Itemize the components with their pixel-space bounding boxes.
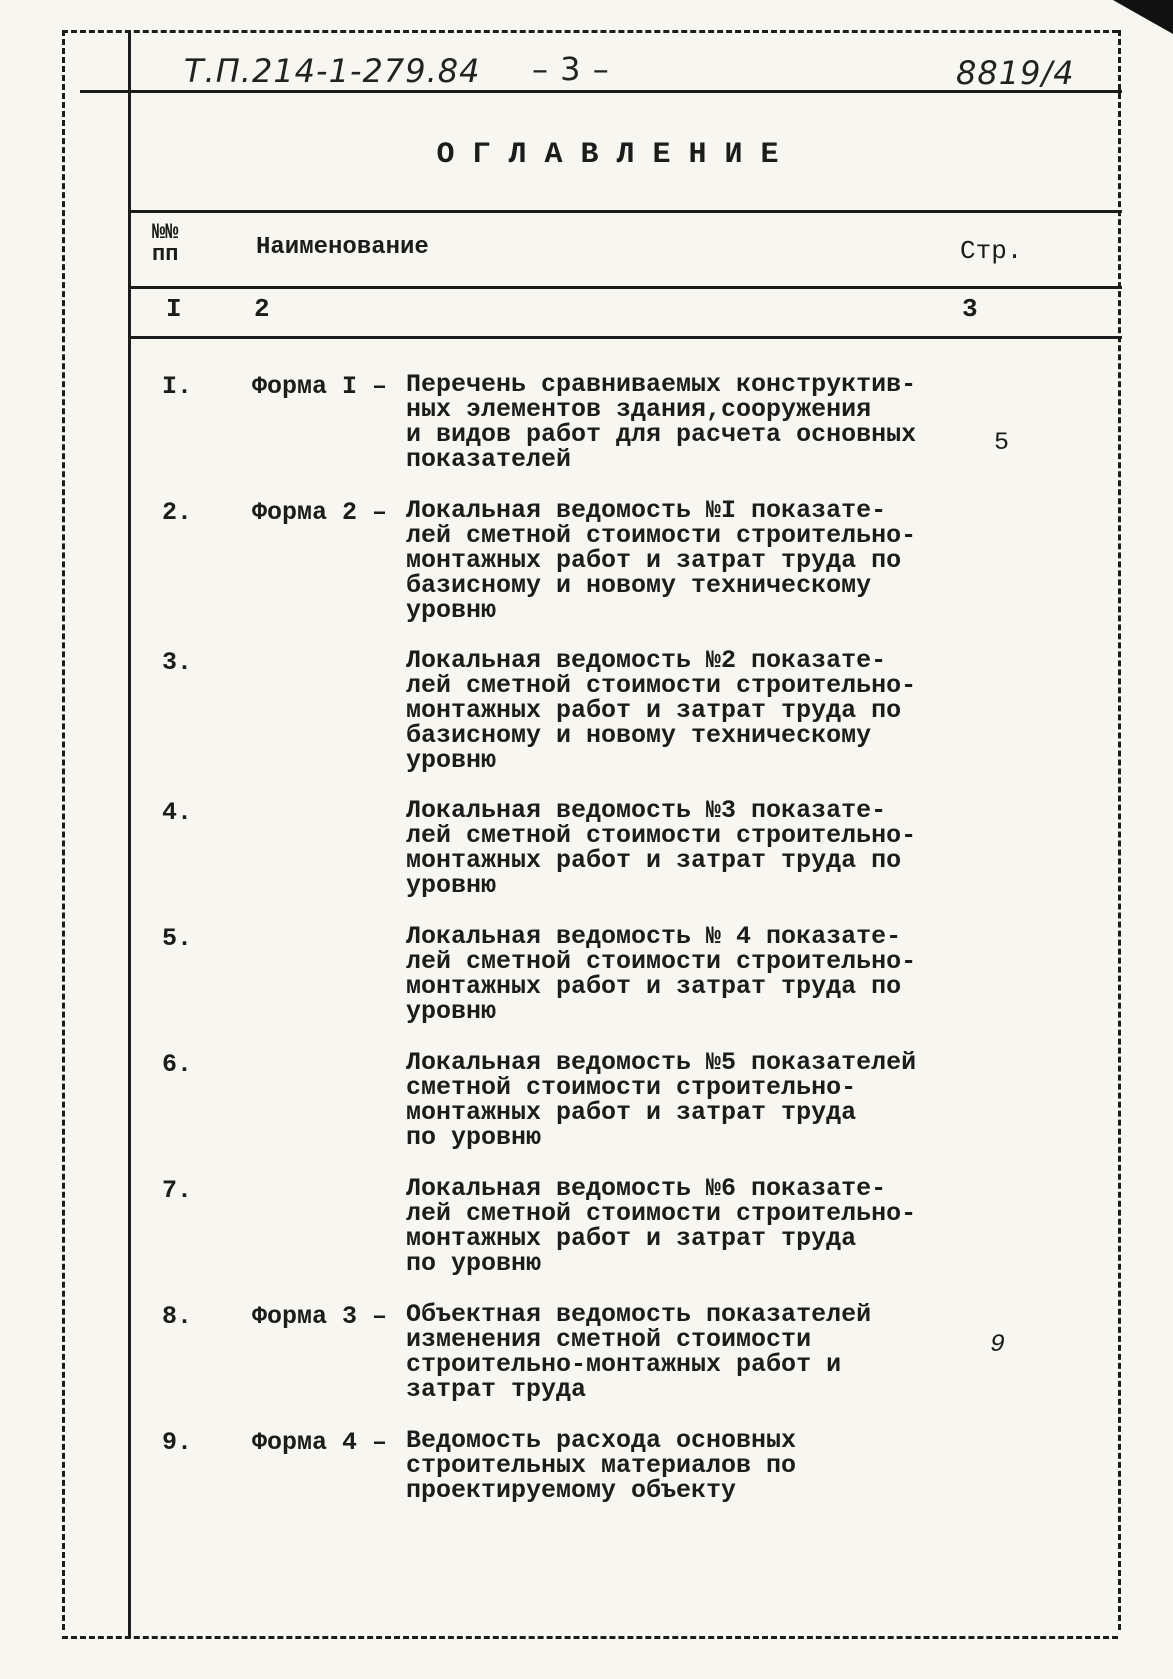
page-number: – 3 – (532, 50, 610, 88)
column-number-3: 3 (962, 294, 978, 324)
header-page: Стр. (960, 236, 1023, 266)
row-7-description: Локальная ведомость №6 показате- лей сметной стоимости строительно- монтажных работ и затрат труда по уровню (406, 1174, 917, 1278)
row-5-number: 5. (162, 924, 193, 953)
sheet-number: 8819/4 (956, 54, 1075, 92)
frame-left-outer (62, 30, 65, 1630)
row-2-number: 2. (162, 498, 193, 527)
page-title: ОГЛАВЛЕНИЕ (436, 138, 797, 172)
table-top-rule (128, 210, 1122, 213)
row-4-description: Локальная ведомость №3 показате- лей сметной стоимости строительно- монтажных работ и затрат труда по уровню (406, 796, 917, 900)
document-code: Т.П.214-1-279.84 (184, 52, 481, 90)
row-3-description: Локальная ведомость №2 показате- лей сметной стоимости строительно- монтажных работ и затрат труда по базисному и новому техническому уровню (406, 646, 917, 775)
frame-top (62, 30, 1118, 33)
row-1-form: Форма I – (252, 372, 388, 401)
row-1-number: I. (162, 372, 193, 401)
corner-mark (1113, 0, 1173, 34)
row-6-number: 6. (162, 1050, 193, 1079)
frame-left-margin-line (128, 30, 131, 1638)
row-8-description: Объектная ведомость показателей изменения сметной стоимости строительно-монтажных работ и затрат труда (406, 1300, 872, 1404)
row-6-description: Локальная ведомость №5 показателей сметной стоимости строительно- монтажных работ и затрат труда по уровню (406, 1048, 917, 1152)
row-9-form: Форма 4 – (252, 1428, 388, 1457)
frame-bottom (62, 1636, 1118, 1639)
header-name: Наименование (256, 234, 429, 261)
row-2-form: Форма 2 – (252, 498, 388, 527)
row-8-form: Форма 3 – (252, 1302, 388, 1331)
frame-right (1118, 30, 1121, 1630)
row-4-number: 4. (162, 798, 193, 827)
row-3-number: 3. (162, 648, 193, 677)
row-9-number: 9. (162, 1428, 193, 1457)
row-7-number: 7. (162, 1176, 193, 1205)
row-8-page: 9 (990, 1330, 1006, 1359)
row-1-page: 5 (994, 428, 1010, 457)
header-num: №№ пп (152, 220, 179, 267)
column-numbers-rule (128, 336, 1122, 339)
row-2-description: Локальная ведомость №I показате- лей сметной стоимости строительно- монтажных работ и затрат труда по базисному и новому техническому уровню (406, 496, 917, 625)
column-number-2: 2 (254, 294, 270, 324)
row-1-description: Перечень сравниваемых конструктив- ных элементов здания,сооружения и видов работ для расчета основных показателей (406, 370, 917, 474)
column-number-1: I (166, 294, 182, 324)
row-5-description: Локальная ведомость № 4 показате- лей сметной стоимости строительно- монтажных работ и затрат труда по уровню (406, 922, 917, 1026)
row-9-description: Ведомость расхода основных строительных материалов по проектируемому объекту (406, 1426, 797, 1505)
header-rule-bottom (128, 286, 1122, 289)
row-8-number: 8. (162, 1302, 193, 1331)
